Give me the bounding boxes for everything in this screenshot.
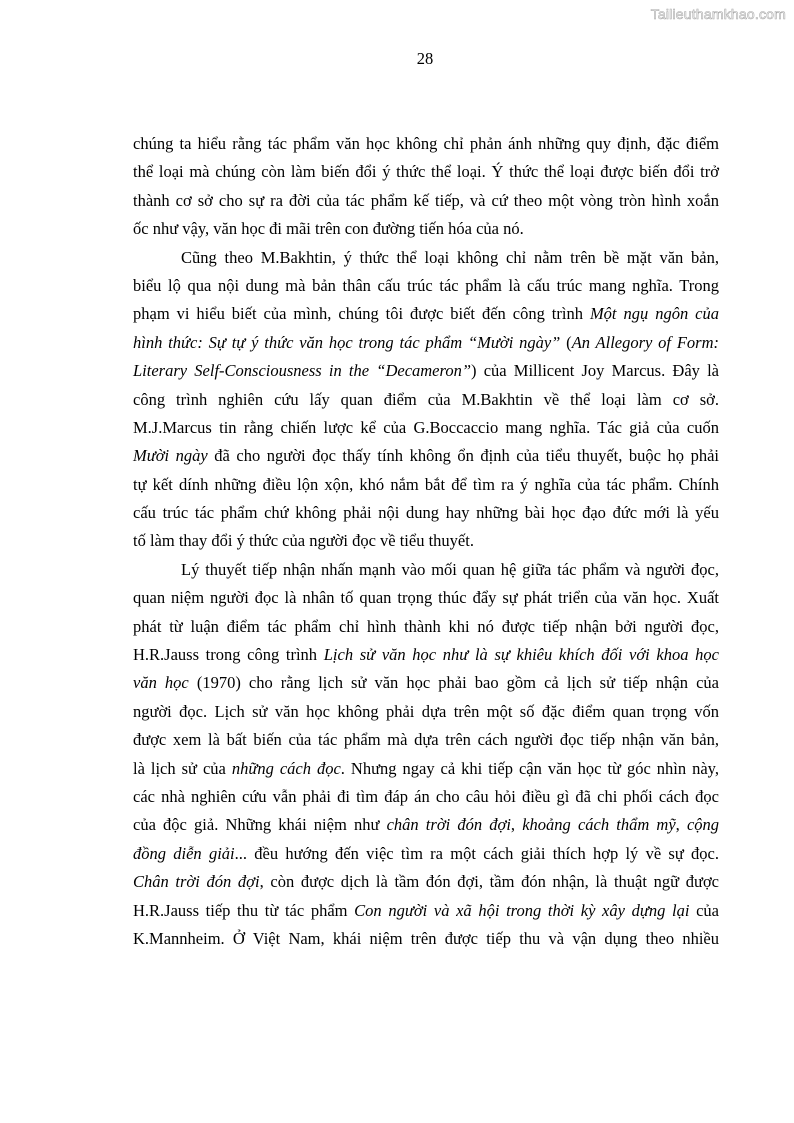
text-run: ốc như vậy, văn học đi mãi trên con đường tiến hóa của nó. <box>133 219 524 239</box>
text-run: ) của Millicent Joy Marcus. Đây là <box>471 361 719 381</box>
text-line <box>133 840 719 868</box>
text-line <box>133 272 719 300</box>
text-line <box>133 897 719 925</box>
text-run: quan niệm người đọc là nhân tố quan trọng thúc đẩy sự phát triển của văn học. Xuất <box>133 588 719 608</box>
text-run: các nhà nghiên cứu vẫn phải đi tìm đáp án cho câu hỏi điều gì đã chi phối cách đọc <box>133 786 719 806</box>
text-run: H.R.Jauss tiếp thu từ tác phẩm <box>133 900 355 920</box>
text-line <box>133 158 719 186</box>
italic-text: Mười ngày <box>133 446 208 466</box>
italic-text: khoảng cách thẩm mỹ <box>522 815 676 835</box>
text-run: , <box>510 815 523 835</box>
text-line <box>133 386 719 414</box>
text-line <box>133 698 719 726</box>
text-line <box>133 811 719 839</box>
text-run: H.R.Jauss trong công trình <box>133 645 324 665</box>
italic-text: văn học <box>133 673 189 693</box>
page-number: 28 <box>416 49 434 68</box>
text-line <box>133 868 719 896</box>
text-line <box>133 300 719 328</box>
text-run: phát từ luận điểm tác phẩm chỉ hình thành khi nó được tiếp nhận bởi người đọc, <box>133 616 719 636</box>
text-run: , còn được dịch là tầm đón đợi, tầm đón nhận, là thuật ngữ được <box>259 872 719 892</box>
text-line <box>133 244 719 272</box>
italic-text: Lịch sử văn học như là sự khiêu khích đối với khoa học <box>323 645 719 665</box>
italic-text: những cách đọc <box>231 758 341 778</box>
text-line <box>133 783 719 811</box>
text-run: đã cho người đọc thấy tính không ổn định của tiểu thuyết, buộc họ phải <box>207 446 719 466</box>
text-run: ( <box>560 332 572 352</box>
watermark-text: Tailieuthamkhao.com <box>650 6 786 22</box>
text-line <box>133 471 719 499</box>
text-run: thành cơ sở cho sự ra đời của tác phẩm kế tiếp, và cứ theo một vòng tròn hình xoắn <box>133 190 719 210</box>
text-run: được xem là bất biến của tác phẩm mà dựa trên cách người đọc tiếp nhận văn bản, <box>133 730 719 750</box>
text-run: tố làm thay đổi ý thức của người đọc về tiểu thuyết. <box>133 531 474 551</box>
text-run: chúng ta hiểu rằng tác phẩm văn học không chỉ phản ánh những quy định, đặc điểm <box>133 134 719 153</box>
text-line <box>133 414 719 442</box>
text-line <box>133 755 719 783</box>
text-line <box>133 357 719 385</box>
text-line <box>133 641 719 669</box>
text-line <box>133 130 719 158</box>
text-run: là lịch sử của <box>133 758 232 778</box>
document-body <box>133 130 719 953</box>
text-run: ... đều hướng đến việc tìm ra một cách giải thích hợp lý về sự đọc. <box>234 843 720 863</box>
text-run: , <box>675 815 687 835</box>
italic-text: Chân trời đón đợi <box>133 872 260 892</box>
italic-text: Literary Self-Consciousness in the “Decameron” <box>133 361 471 381</box>
italic-text: đồng diễn giải <box>133 843 235 863</box>
text-line <box>133 613 719 641</box>
text-line <box>133 215 719 243</box>
text-line <box>133 556 719 584</box>
text-line <box>133 187 719 215</box>
text-line <box>133 499 719 527</box>
text-run: (1970) cho rằng lịch sử văn học phải bao gồm cả lịch sử tiếp nhận của <box>188 673 719 693</box>
text-run: K.Mannheim. Ở Việt Nam, khái niệm trên được tiếp thu và vận dụng theo nhiều <box>133 928 719 948</box>
text-line <box>133 669 719 697</box>
text-run: Cũng theo M.Bakhtin, ý thức thể loại không chỉ nằm trên bề mặt văn bản, <box>181 247 719 267</box>
text-run: phạm vi hiểu biết của mình, chúng tôi được biết đến công trình <box>133 304 590 324</box>
italic-text: Con người và xã hội trong thời kỳ xây dựng lại <box>354 900 690 920</box>
text-run: tự kết dính những điều lộn xộn, khó nắm bắt để tìm ra ý nghĩa của tác phẩm. Chính <box>133 474 719 494</box>
text-run: cấu trúc tác phẩm chứ không phải nội dung hay những bài học đạo đức mới là yếu <box>133 503 719 523</box>
italic-text: hình thức: Sự tự ý thức văn học trong tác phẩm “Mười ngày” <box>133 332 561 352</box>
text-line <box>133 329 719 357</box>
text-run: của độc giả. Những khái niệm như <box>133 815 387 835</box>
text-run: biểu lộ qua nội dung mà bản thân cấu trúc tác phẩm là cấu trúc mang nghĩa. Trong <box>133 275 719 295</box>
italic-text: cộng <box>686 815 720 835</box>
text-run: M.J.Marcus tin rằng chiến lược kể của G.Boccaccio mang nghĩa. Tác giả của cuốn <box>133 417 719 437</box>
italic-text: chân trời đón đợi <box>386 815 511 835</box>
text-run: Lý thuyết tiếp nhận nhấn mạnh vào mối quan hệ giữa tác phẩm và người đọc, <box>181 559 719 579</box>
italic-text: An Allegory of Form: <box>571 332 719 352</box>
text-run: . Nhưng ngay cả khi tiếp cận văn học từ góc nhìn này, <box>340 758 719 778</box>
text-run: người đọc. Lịch sử văn học không phải dựa trên một số đặc điểm quan trọng vốn <box>133 701 719 721</box>
text-line <box>133 726 719 754</box>
italic-text: Một ngụ ngôn của <box>589 304 719 324</box>
text-run: của <box>689 900 719 920</box>
text-run: công trình nghiên cứu lấy quan điểm của M.Bakhtin về thể loại làm cơ sở. <box>133 389 719 409</box>
text-line <box>133 584 719 612</box>
text-line <box>133 442 719 470</box>
text-line <box>133 527 719 555</box>
text-run: thể loại mà chúng còn làm biến đổi ý thức thể loại. Ý thức thể loại được biến đổi trở <box>133 162 719 182</box>
text-line <box>133 925 719 953</box>
